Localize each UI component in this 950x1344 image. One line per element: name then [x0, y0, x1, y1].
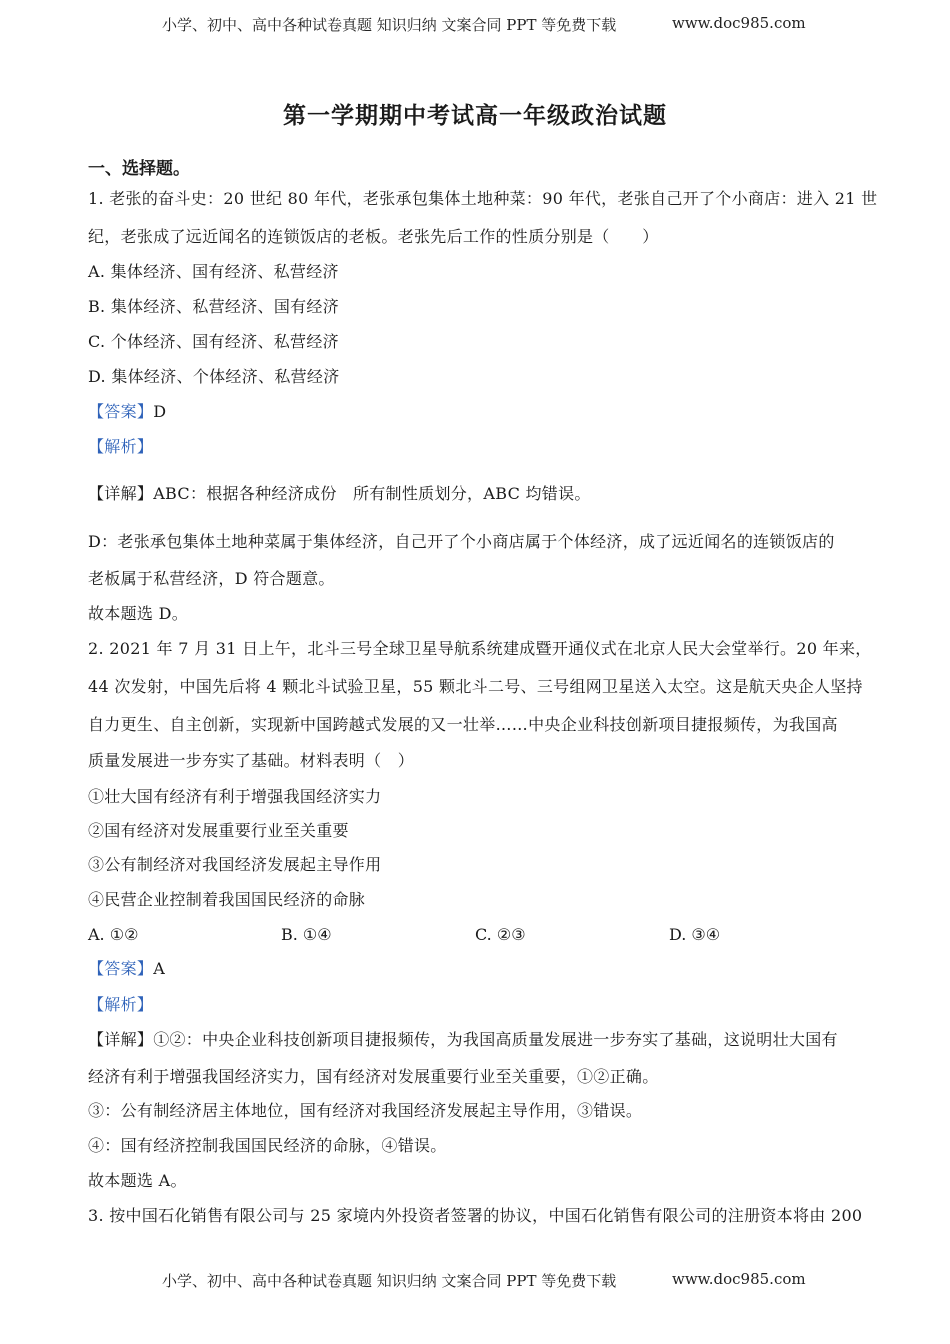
q1-option-c: C. 个体经济、国有经济、私营经济	[88, 332, 339, 351]
section-heading: 一、选择题。	[88, 159, 190, 179]
q1-detail-text1: ABC：根据各种经济成份 所有制性质划分，ABC 均错误。	[153, 484, 591, 503]
header-text: 小学、初中、高中各种试卷真题 知识归纳 文案合同 PPT 等免费下载	[162, 16, 617, 34]
answer-label: 【答案】	[88, 402, 154, 421]
q2-stem-line4: 质量发展进一步夯实了基础。材料表明（ ）	[88, 751, 415, 770]
q2-option-d: D. ③④	[669, 925, 721, 944]
q2-stem-line3: 自力更生、自主创新，实现新中国跨越式发展的又一壮举……中央企业科技创新项目捷报频传，为我国高	[88, 715, 838, 734]
q1-stem-line2: 纪，老张成了远近闻名的连锁饭店的老板。老张先后工作的性质分别是（ ）	[88, 227, 659, 246]
q2-detail-line4: ④：国有经济控制我国国民经济的命脉，④错误。	[88, 1136, 447, 1155]
q1-conclusion: 故本题选 D。	[88, 604, 189, 623]
q2-stem-line2: 44 次发射，中国先后将 4 颗北斗试验卫星，55 颗北斗二号、三号组网卫星送入太空。这是航天央企人坚持	[88, 677, 863, 696]
footer-url: www.doc985.com	[672, 1270, 806, 1288]
q2-analysis-label: 【解析】	[88, 995, 154, 1014]
q1-stem-line1: 1. 老张的奋斗史：20 世纪 80 年代，老张承包集体土地种菜：90 年代，老张自己开了个小商店：进入 21 世	[88, 189, 878, 208]
q1-option-b: B. 集体经济、私营经济、国有经济	[88, 297, 340, 316]
q2-item-4: ④民营企业控制着我国国民经济的命脉	[88, 890, 366, 909]
detail-label: 【详解】	[88, 1030, 154, 1049]
q1-answer	[88, 401, 166, 423]
header-url: www.doc985.com	[672, 14, 806, 32]
footer-text: 小学、初中、高中各种试卷真题 知识归纳 文案合同 PPT 等免费下载	[162, 1272, 617, 1290]
q1-detail-line2: D：老张承包集体土地种菜属于集体经济，自己开了个小商店属于个体经济，成了远近闻名的连锁饭店的	[88, 532, 835, 551]
q2-option-b: B. ①④	[281, 925, 332, 944]
q1-option-d: D. 集体经济、个体经济、私营经济	[88, 367, 340, 386]
q2-option-a: A. ①②	[88, 925, 139, 944]
q2-stem-line1: 2. 2021 年 7 月 31 日上午，北斗三号全球卫星导航系统建成暨开通仪式在北京人民大会堂举行。20 年来，	[88, 639, 872, 658]
q2-answer-value: A	[153, 959, 166, 978]
q1-analysis-label: 【解析】	[88, 437, 154, 456]
q2-detail-line1	[88, 1029, 838, 1051]
q2-item-1: ①壮大国有经济有利于增强我国经济实力	[88, 787, 382, 806]
q3-stem-line1: 3. 按中国石化销售有限公司与 25 家境内外投资者签署的协议，中国石化销售有限公司的注册资本将由 200	[88, 1206, 863, 1225]
q1-detail-line1	[88, 483, 591, 505]
q2-detail-line3: ③：公有制经济居主体地位，国有经济对我国经济发展起主导作用，③错误。	[88, 1101, 643, 1120]
answer-label: 【答案】	[88, 959, 154, 978]
q2-item-2: ②国有经济对发展重要行业至关重要	[88, 821, 349, 840]
q2-item-3: ③公有制经济对我国经济发展起主导作用	[88, 855, 382, 874]
q2-answer	[88, 958, 165, 980]
q2-detail-text1: ①②：中央企业科技创新项目捷报频传，为我国高质量发展进一步夯实了基础，这说明壮大国有	[153, 1030, 838, 1049]
q2-conclusion: 故本题选 A。	[88, 1171, 187, 1190]
q2-detail-line2: 经济有利于增强我国经济实力，国有经济对发展重要行业至关重要，①②正确。	[88, 1067, 659, 1086]
q1-option-a: A. 集体经济、国有经济、私营经济	[88, 262, 339, 281]
q1-detail-line3: 老板属于私营经济，D 符合题意。	[88, 569, 335, 588]
q2-option-c: C. ②③	[475, 925, 526, 944]
page-title: 第一学期期中考试高一年级政治试题	[283, 102, 667, 129]
q1-answer-value: D	[153, 402, 167, 421]
detail-label: 【详解】	[88, 484, 154, 503]
